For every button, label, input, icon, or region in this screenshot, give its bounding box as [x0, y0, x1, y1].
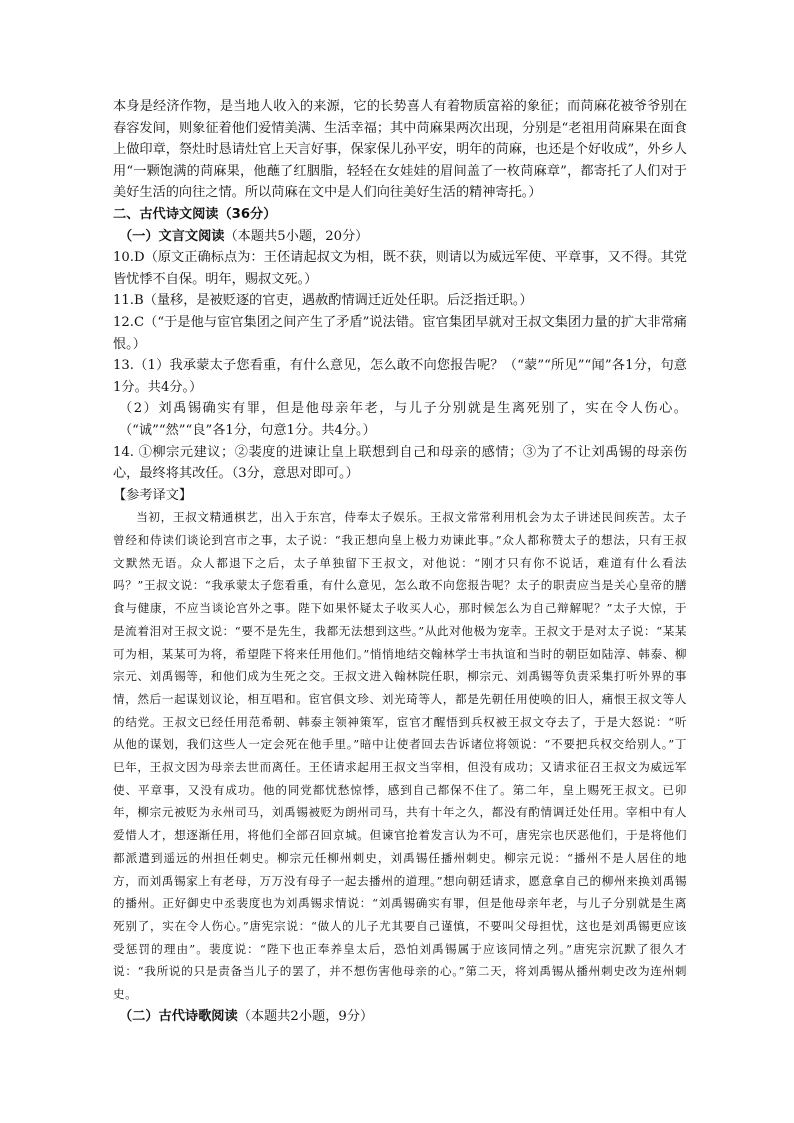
answer-12: 12.C（“于是他与宦官集团之间产生了矛盾”说法错。宦官集团早就对王叔文集团力量的扩大非常痛恨。） — [113, 314, 687, 352]
answer-11: 11.B（量移，是被贬逐的官吏，遇赦酌情调迁近处任职。后泛指迁职。） — [113, 293, 533, 309]
part2-note: （本题共2小题，9分） — [237, 1008, 374, 1024]
part1-title: （一）文言文阅读 — [119, 228, 225, 244]
part1-heading — [113, 226, 687, 248]
answer-10: 10.D（原文正确标点为：王伾请起叔文为相，既不获，则请以为威远军使、平章事，又不得。其党皆忧悸不自保。明年，赐叔文死。） — [113, 250, 687, 287]
answer-13-1: 13.（1）我承蒙太子您看重，有什么意见，怎么敢不向您报告呢？（“蒙”“所见”“闻”各1分，句意1分。共4分。） — [113, 358, 687, 395]
reference-translation: 当初，王叔文精通棋艺，出入于东宫，侍奉太子娱乐。王叔文常常利用机会为太子讲述民间疾苦。太子曾经和侍读们谈论到宫市之事，太子说：“我正想向皇上极力劝谏此事。”众人都称赞太子的想法，只有王叔文默然无语。众人都退下之后，太子单独留下王叔文，对他说：“刚才只有你不说话，难道有什么看法吗？”王叔文说：“我承蒙太子您看重，有什么意见，怎么敢不向您报告呢？太子的职责应当是关心皇帝的膳食与健康，不应当谈论宫外之事。陛下如果怀疑太子收买人心，那时候怎么为自己辩解呢？”太子大惊，于是流着泪对王叔文说：“要不是先生，我都无法想到这些。”从此对他极为宠幸。王叔文于是对太子说：“某某可为相，某某可为将，希望陛下将来任用他们。”悄悄地结交翰林学士韦执谊和当时的朝臣如陆淳、韩泰、柳宗元、刘禹锡等，和他们成为生死之交。王叔文进入翰林院任职，柳宗元、刘禹锡等负责采集打听外界的事情，然后一起谋划议论，相互唱和。宦官俱文珍、刘光琦等人，都是先朝任用使唤的旧人，痛恨王叔文等人的结党。王叔文已经任用范希朝、韩泰主领神策军，宦官才醒悟到兵权被王叔文夺去了，于是大怒说：“听从他的谋划，我们这些人一定会死在他手里。”暗中让使者回去告诉诸位将领说：“不要把兵权交给别人。”丁巳年，王叔文因为母亲去世而离任。王伾请求起用王叔文当宰相，但没有成功；又请求征召王叔文为威远军使、平章事，又没有成功。他的同党都忧愁惊悸，感到自己都保不住了。第二年，皇上赐死王叔文。已卯年，柳宗元被贬为永州司马，刘禹锡被贬为朗州司马，共有十年之久，都没有酌情调迁处任用。宰相中有人爱惜人才，想逐渐任用，将他们全部召回京城。但谏官抢着发言认为不可，唐宪宗也厌恶他们，于是将他们都派遣到遥远的州担任刺史。柳宗元任柳州刺史，刘禹锡任播州刺史。柳宗元说：“播州不是人居住的地方，而刘禹锡家上有老母，万万没有母子一起去播州的道理。”想向朝廷请求，愿意拿自己的柳州来换刘禹锡的播州。正好御史中丞裴度也为刘禹锡求情说：“刘禹锡确实有罪，但是他母亲年老，与儿子分别就是生离死别了，实在令人伤心。”唐宪宗说：“做人的儿子尤其要自己谨慎，不要叫父母担忧，这也是刘禹锡更应该受惩罚的理由”。裴度说：“陛下也正奉养皇太后，恐怕刘禹锡属于应该同情之列。”唐宪宗沉默了很久才说：“我所说的只是责备当儿子的罢了，并不想伤害他母亲的心。”第二天，将刘禹锡从播州刺史改为连州刺史。 — [113, 510, 687, 1002]
part2-title: （二）古代诗歌阅读 — [119, 1008, 238, 1024]
answer-13-2: （2）刘禹锡确实有罪，但是他母亲年老，与儿子分别就是生离死别了，实在令人伤心。（“诚”“然”“良”各1分，句意1分。共4分。） — [119, 401, 687, 438]
section-title: 二、古代诗文阅读（36分） — [113, 206, 277, 222]
document-page — [113, 96, 687, 1027]
intro-paragraph: 本身是经济作物，是当地人收入的来源，它的长势喜人有着物质富裕的象征；而苘麻花被爷爷别在春容发间，则象征着他们爱情美满、生活幸福；其中苘麻果两次出现，分别是“老祖用苘麻果在面食上做印章，祭灶时恳请灶官上天言好事，保家保儿孙平安，明年的苘麻，也还是个好收成”，外乡人用“一颗饱满的苘麻果，他蘸了红胭脂，轻轻在女娃娃的眉间盖了一枚苘麻章”，都寄托了人们对于美好生活的向往之情。所以苘麻在文中是人们向往美好生活的精神寄托。） — [113, 99, 687, 201]
part2-heading — [113, 1006, 687, 1028]
reference-title: 【参考译文】 — [113, 487, 193, 503]
answer-14: 14. ①柳宗元建议；②裴度的进谏让皇上联想到自己和母亲的感情；③为了不让刘禹锡的母亲伤心，最终将其改任。（3分，意思对即可。） — [113, 444, 687, 482]
part1-note: （本题共5小题，20分） — [224, 228, 369, 244]
